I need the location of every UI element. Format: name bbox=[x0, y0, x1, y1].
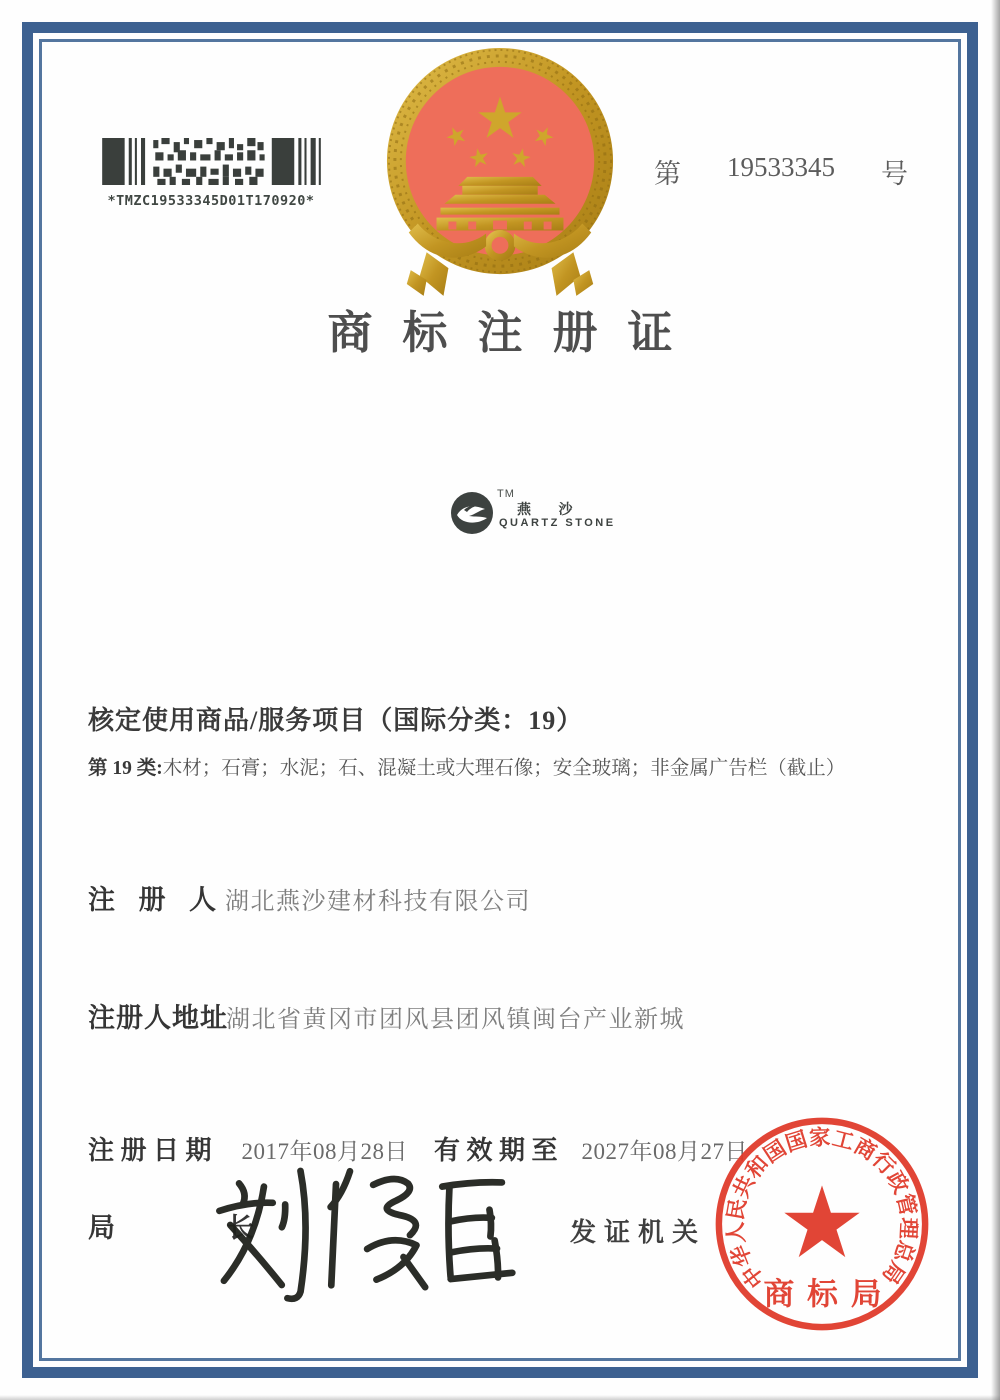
official-stamp bbox=[703, 1105, 941, 1343]
registrant-label: 注 册 人 bbox=[88, 885, 216, 915]
registration-date-label: 注 册 日 期 bbox=[88, 1136, 212, 1165]
certificate-number bbox=[654, 152, 908, 191]
trademark-name-cn: 燕 沙 bbox=[517, 503, 585, 518]
valid-until-value: 2027年08月27日 bbox=[581, 1139, 749, 1164]
valid-until-label: 有 效 期 至 bbox=[434, 1136, 558, 1165]
barcode-icon bbox=[99, 138, 324, 185]
director-label: 局 长 bbox=[88, 1213, 254, 1243]
registrant-value: 湖北燕沙建材科技有限公司 bbox=[225, 889, 531, 915]
tm-superscript: TM bbox=[497, 488, 515, 500]
director-signature bbox=[210, 1152, 555, 1312]
scan-bottom-shadow bbox=[0, 1395, 1000, 1400]
goods-class-line bbox=[88, 752, 918, 780]
scan-edge-shadow bbox=[991, 0, 1000, 1400]
barcode-text: *TMZC19533345D01T170920* bbox=[107, 193, 315, 209]
registrant-row bbox=[88, 878, 531, 917]
national-emblem-icon bbox=[381, 34, 619, 302]
registration-date-value: 2017年08月28日 bbox=[241, 1139, 409, 1164]
trademark-logo bbox=[447, 486, 617, 538]
stamp-bottom-text: 商标局 bbox=[763, 1277, 895, 1312]
cert-no-value: 19533345 bbox=[727, 152, 835, 182]
goods-items: 木材；石膏；水泥；石、混凝土或大理石像；安全玻璃；非金属广告栏（截止） bbox=[162, 758, 846, 779]
trademark-bird-icon bbox=[450, 491, 494, 535]
cert-no-suffix: 号 bbox=[881, 159, 908, 189]
barcode-block bbox=[95, 138, 327, 209]
address-value: 湖北省黄冈市团风县团风镇闽台产业新城 bbox=[226, 1007, 685, 1033]
stamp-ring-text: 中华人民共和国国家工商行政管理总局 bbox=[723, 1125, 921, 1293]
issuing-authority-label: 发证机关 bbox=[570, 1218, 707, 1247]
address-row bbox=[88, 996, 685, 1035]
address-label: 注册人地址 bbox=[88, 1003, 228, 1033]
trademark-name-en: QUARTZ STONE bbox=[499, 517, 616, 529]
goods-class-label: 第 19 类: bbox=[88, 758, 163, 779]
cert-no-prefix: 第 bbox=[654, 159, 681, 189]
stamp-star-icon bbox=[784, 1185, 859, 1257]
goods-heading: 核定使用商品/服务项目（国际分类：19） bbox=[88, 706, 584, 735]
page-title: 商标注册证 bbox=[327, 308, 703, 358]
